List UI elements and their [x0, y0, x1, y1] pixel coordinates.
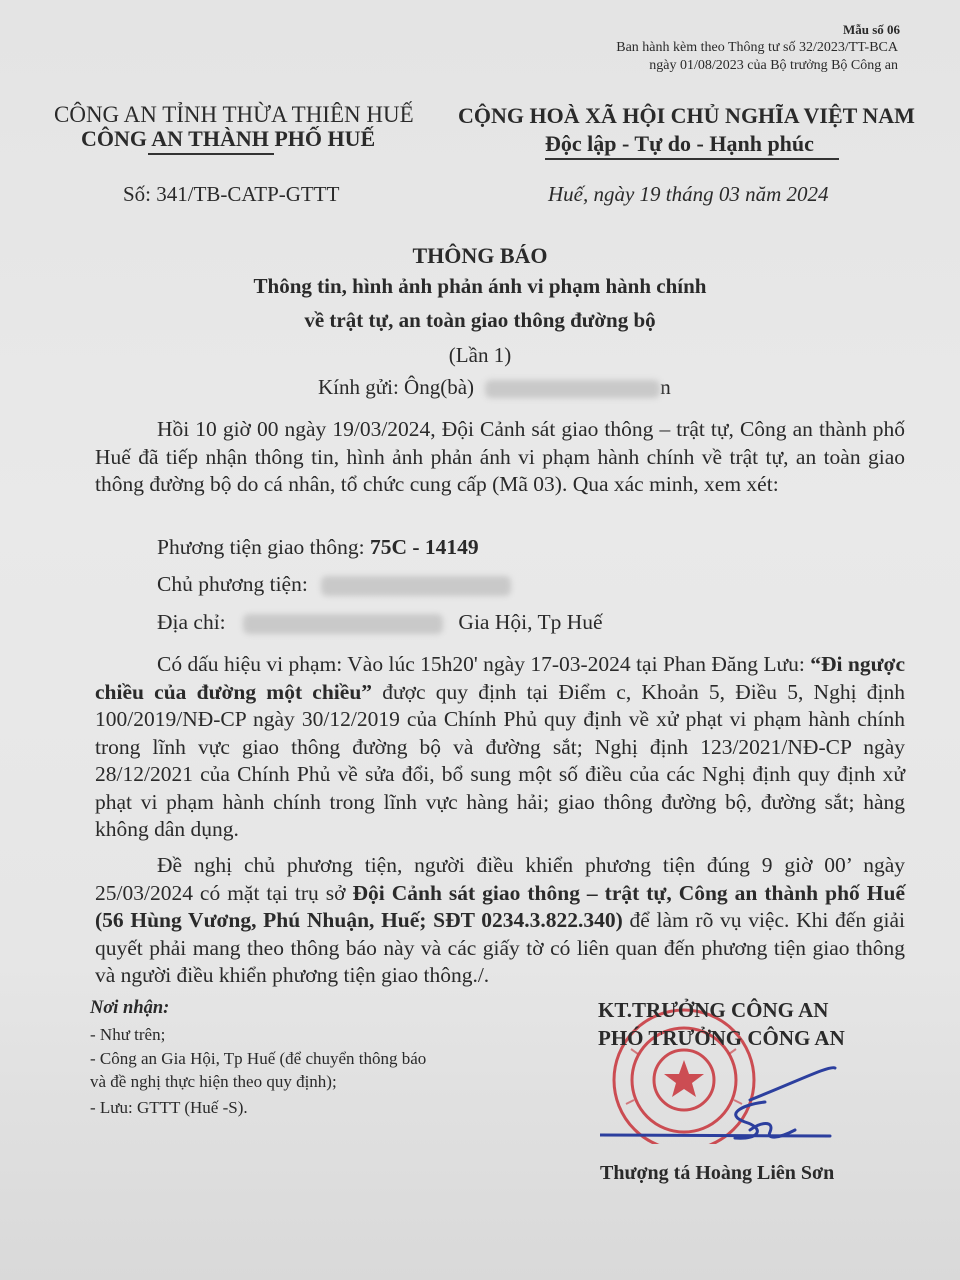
recipient-line — [318, 375, 671, 400]
notice-round: (Lần 1) — [448, 343, 512, 367]
recipient-tail: n — [660, 375, 671, 399]
request-lead: Đề nghị chủ phương tiện, người điều khiển phương tiện đúng 9 giờ 00’ ngày 25/03/2024 có mặt tại trụ sở — [95, 853, 905, 905]
recipients-item: - Công an Gia Hội, Tp Huế (để chuyển thông báo — [90, 1049, 427, 1068]
violation-paragraph — [95, 651, 905, 844]
redacted-address — [243, 614, 443, 634]
address-label: Địa chỉ: — [157, 610, 226, 634]
violation-quote: “Đi ngược chiều của đường một chiều” — [95, 652, 905, 704]
vehicle-plate: 75C - 14149 — [369, 535, 479, 559]
place-and-date: Huế, ngày 19 tháng 03 năm 2024 — [548, 182, 829, 206]
vehicle-line — [157, 535, 479, 560]
vehicle-label: Phương tiện giao thông: — [157, 535, 365, 559]
recipients-label: Nơi nhận: — [90, 998, 170, 1018]
parent-organization: CÔNG AN TỈNH THỪA THIÊN HUẾ — [54, 102, 414, 127]
national-motto: Độc lập - Tự do - Hạnh phúc — [545, 131, 814, 156]
violation-details: được quy định tại Điểm c, Khoản 5, Điều 5, Nghị định 100/2019/NĐ-CP ngày 30/12/2019 của Chính Phủ quy định về xử phạt vi phạm hành chính trong lĩnh vực giao thông đường bộ và đường sắt; Nghị định 123/2021/NĐ-CP ngày 28/12/2021 của Chính Phủ về sửa đổi, bổ sung một số điều của các Nghị định quy định xử phạt vi phạm hành chính trong lĩnh vực hàng hải; giao thông đường bộ, đường sắt; hàng không dân dụng. — [95, 679, 905, 841]
redacted-owner-name — [321, 576, 511, 596]
request-rest: để làm rõ vụ việc. Khi đến giải quyết phải mang theo thông báo này và các giấy tờ có liên quan đến phương tiện giao thông và người điều khiển phương tiện giao thông./. — [95, 908, 905, 987]
national-title: CỘNG HOÀ XÃ HỘI CHỦ NGHĨA VIỆT NAM — [458, 103, 915, 128]
signature-title-line1: KT.TRƯỞNG CÔNG AN — [598, 998, 829, 1022]
request-paragraph — [95, 852, 905, 990]
request-location: Đội Cảnh sát giao thông – trật tự, Công an thành phố Huế (56 Hùng Vương, Phú Nhuận, Huế; SĐT 0234.3.822.340) — [95, 880, 905, 932]
recipients-item: - Lưu: GTTT (Huế -S). — [90, 1098, 248, 1117]
intro-paragraph: Hồi 10 giờ 00 ngày 19/03/2024, Đội Cảnh sát giao thông – trật tự, Công an thành phố Huế đã tiếp nhận thông tin, hình ảnh phản ánh vi phạm hành chính về trật tự, an toàn giao thông đường bộ do cá nhân, tổ chức cung cấp (Mã 03). Qua xác minh, xem xét: — [95, 417, 905, 496]
redacted-recipient-name — [485, 380, 660, 398]
address-line — [157, 610, 603, 635]
recipients-item: và đề nghị thực hiện theo quy định); — [90, 1072, 337, 1091]
issued-by-line: Ban hành kèm theo Thông tư số 32/2023/TT-BCA — [616, 40, 898, 55]
organization-name: CÔNG AN THÀNH PHỐ HUẾ — [81, 126, 376, 151]
form-number: Mẫu số 06 — [842, 22, 900, 37]
issued-date-line: ngày 01/08/2023 của Bộ trưởng Bộ Công an — [649, 58, 898, 73]
notice-heading: THÔNG BÁO — [412, 243, 548, 268]
document-number: Số: 341/TB-CATP-GTTT — [123, 182, 340, 206]
signer-name: Thượng tá Hoàng Liên Sơn — [600, 1162, 835, 1184]
address-visible: Gia Hội, Tp Huế — [458, 610, 603, 634]
owner-line — [157, 572, 511, 597]
notice-subtitle-2: về trật tự, an toàn giao thông đường bộ — [304, 308, 656, 332]
notice-subtitle-1: Thông tin, hình ảnh phản ánh vi phạm hành chính — [253, 274, 707, 298]
handwritten-signature-icon — [600, 1060, 840, 1160]
violation-lead: Có dấu hiệu vi phạm: Vào lúc 15h20' ngày 17-03-2024 tại Phan Đăng Lưu: — [157, 652, 805, 676]
motto-underline — [545, 158, 839, 160]
owner-label: Chủ phương tiện: — [157, 572, 308, 596]
signature-title-line2: PHÓ TRƯỞNG CÔNG AN — [598, 1026, 845, 1050]
recipient-label: Kính gửi: Ông(bà) — [318, 375, 475, 399]
recipients-item: - Như trên; — [90, 1025, 166, 1044]
organization-underline — [148, 153, 274, 155]
